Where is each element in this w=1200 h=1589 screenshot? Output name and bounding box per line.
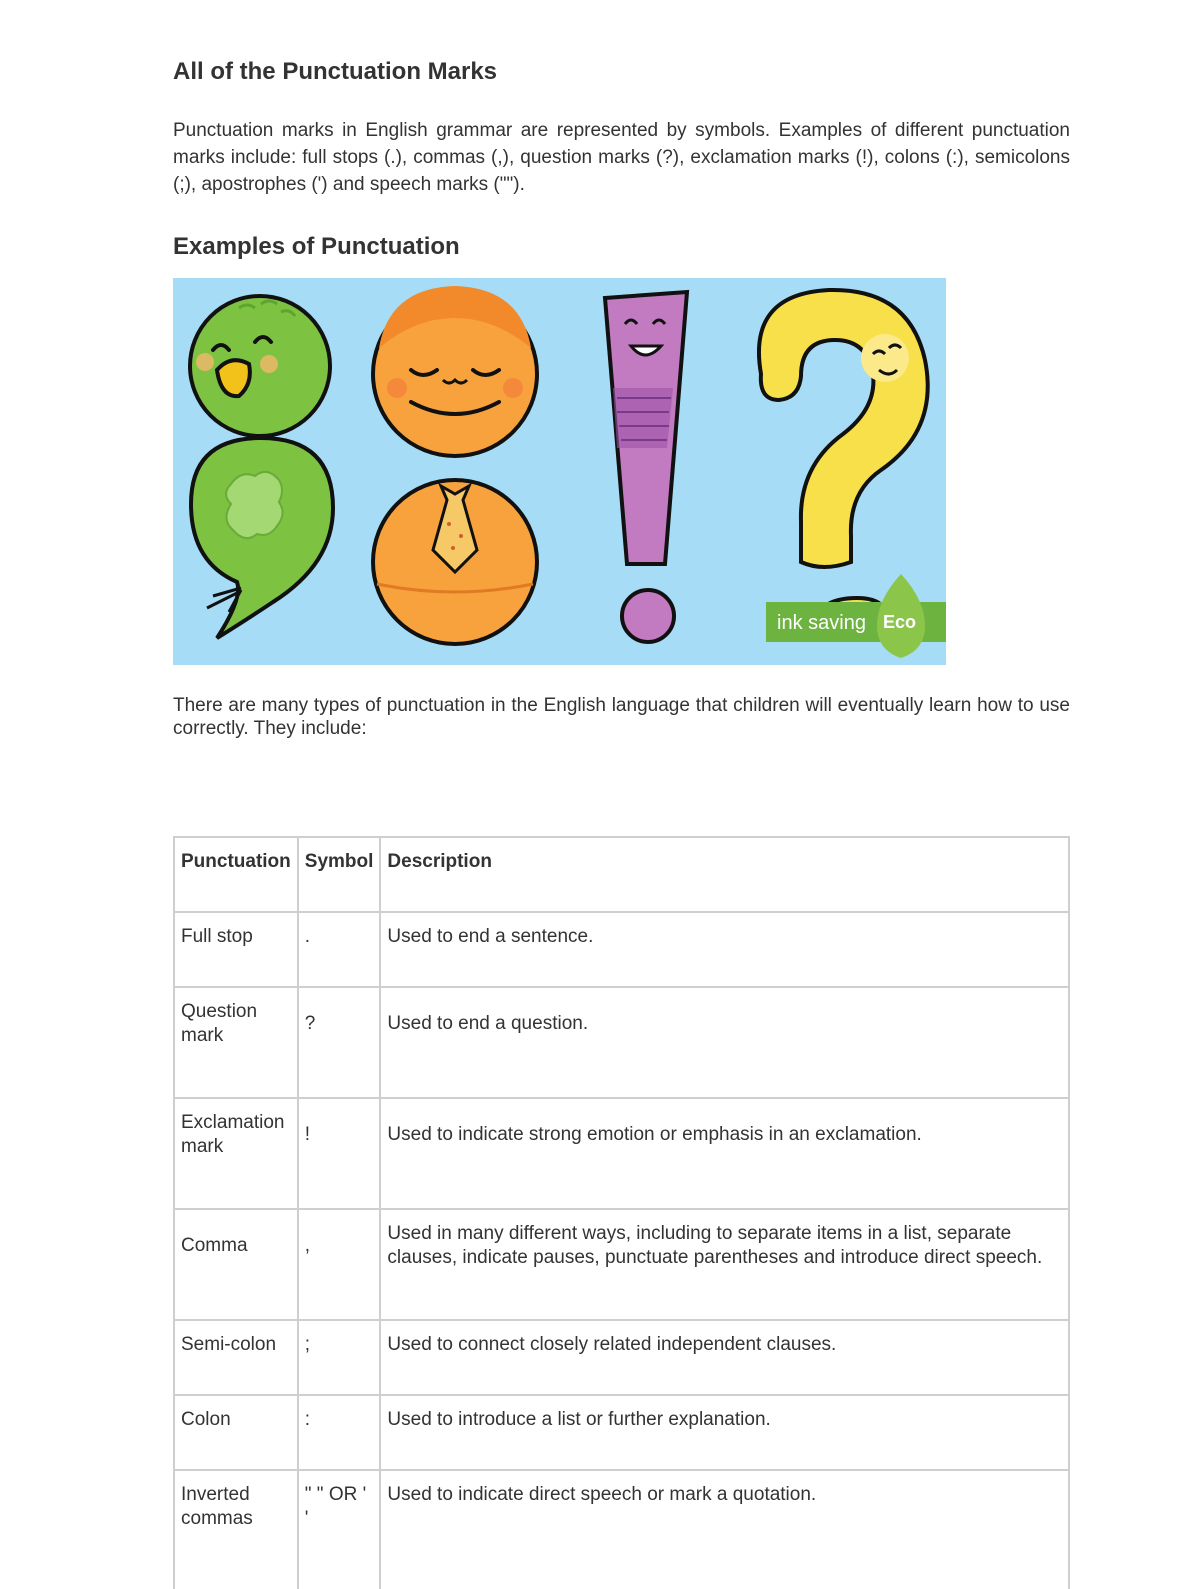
header-punctuation: Punctuation [174,837,298,912]
table-row [174,912,1069,987]
intro-paragraph: Punctuation marks in English grammar are represented by symbols. Examples of different punctuation marks include: full stops (.), commas (,), question marks (?), exclamation marks (!), colons (:), semicolons (;), apostrophes (') and speech marks (""). [173,120,1070,195]
punctuation-symbol: " " OR ' ' [298,1470,381,1589]
table-row [174,1320,1069,1395]
table-row [174,1470,1069,1589]
punctuation-description: Used to end a question. [380,987,1069,1098]
punctuation-symbol: ! [298,1098,381,1209]
punctuation-description: Used to connect closely related independent clauses. [380,1320,1069,1395]
page-title: All of the Punctuation Marks [173,58,498,85]
punctuation-symbol: , [298,1209,381,1320]
punctuation-description: Used to end a sentence. [380,912,1069,987]
punctuation-name: Full stop [174,912,298,987]
punctuation-description: Used in many different ways, including to separate items in a list, separate clauses, indicate pauses, punctuate parentheses and introduce direct speech. [380,1209,1069,1320]
punctuation-description: Used to indicate direct speech or mark a quotation. [380,1470,1069,1589]
punctuation-description: Used to indicate strong emotion or emphasis in an exclamation. [380,1098,1069,1209]
punctuation-name: Semi-colon [174,1320,298,1395]
punctuation-table [173,836,1070,1589]
eco-badge-text: ink saving [777,612,866,634]
punctuation-name: Comma [174,1209,298,1320]
punctuation-name: Inverted commas [174,1470,298,1589]
punctuation-name: Exclamation mark [174,1098,298,1209]
punctuation-name: Colon [174,1395,298,1470]
header-description: Description [380,837,1069,912]
punctuation-name: Question mark [174,987,298,1098]
table-row [174,1098,1069,1209]
punctuation-symbol: ; [298,1320,381,1395]
punctuation-symbol: . [298,912,381,987]
lead-paragraph: There are many types of punctuation in the English language that children will eventually learn how to use correctly. They include: [173,695,1070,739]
punctuation-symbol: ? [298,987,381,1098]
table-row [174,987,1069,1098]
header-symbol: Symbol [298,837,381,912]
table-row [174,1209,1069,1320]
punctuation-illustration [173,278,946,665]
punctuation-symbol: : [298,1395,381,1470]
examples-heading: Examples of Punctuation [173,233,460,260]
table-header-row [174,837,1069,912]
table-row [174,1395,1069,1470]
eco-badge-brand: Eco [883,612,917,632]
punctuation-description: Used to introduce a list or further explanation. [380,1395,1069,1470]
